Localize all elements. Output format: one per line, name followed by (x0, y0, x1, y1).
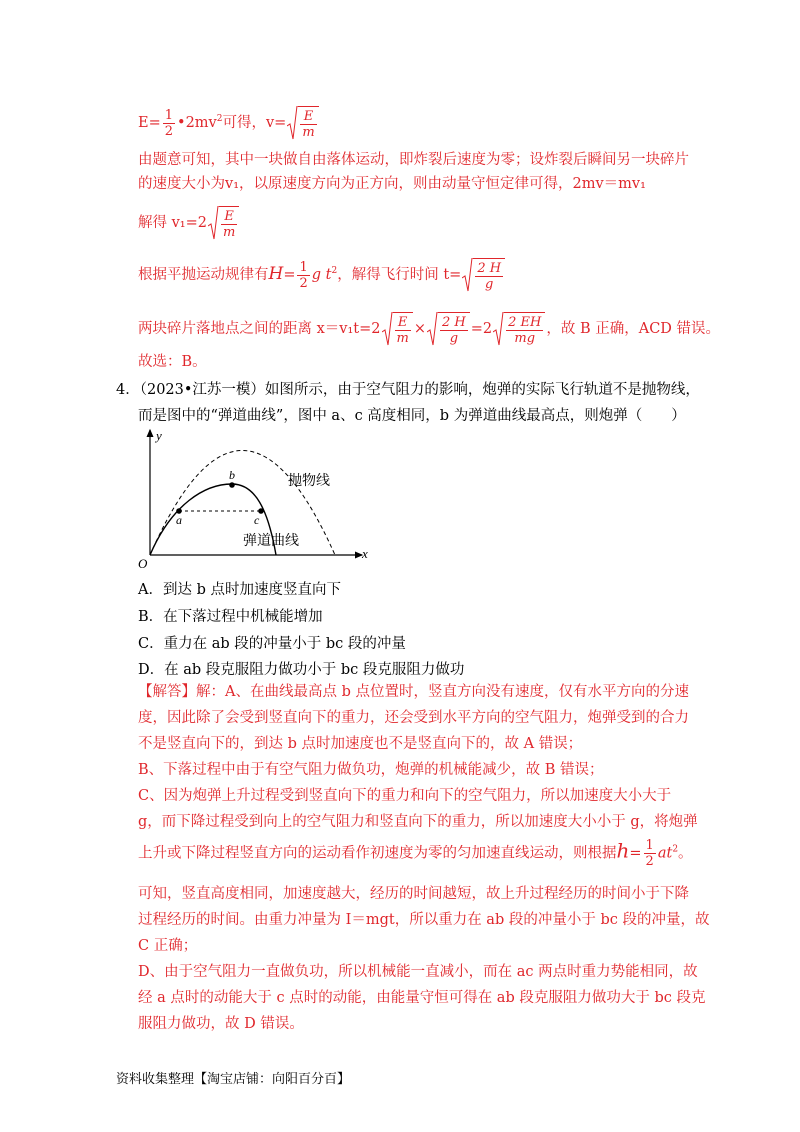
text: 解得 v₁=2 (138, 215, 207, 231)
num: 1 (164, 107, 174, 123)
origin-label: O (138, 556, 148, 571)
answer-line-a1 (138, 682, 689, 702)
solution-line-6 (138, 312, 720, 346)
answer-line-c3: 上升或下降过程竖直方向的运动看作初速度为零的匀加速直线运动，则根据h= $\frac{1}{2}$ $at^2$。 (138, 838, 693, 869)
footer: 资料收集整理【淘宝店铺：向阳百分百】 (116, 1072, 351, 1087)
solution-line-5 (138, 258, 506, 292)
answer-line-b1: B、下落过程中由于有空气阻力做负功，炮弹的机械能减少，故 B 错误； (138, 762, 604, 778)
den: m (302, 125, 315, 140)
trajectory-figure (130, 424, 380, 572)
sqrt (427, 312, 470, 346)
num: 1 (645, 838, 654, 853)
var: t (666, 845, 673, 862)
answer-line-d3: 服阻力做功，故 D 错误。 (138, 1016, 304, 1032)
var: g (311, 267, 322, 283)
sqrt (382, 312, 413, 346)
var: a (657, 845, 667, 862)
text: =2 (470, 321, 493, 337)
label-b: b (229, 468, 235, 482)
den: 2 (164, 123, 174, 139)
eq: = (629, 845, 642, 862)
text: E= (138, 115, 161, 131)
parabola-label: 抛物线 (288, 473, 330, 489)
answer-tag: 【解答】 (138, 684, 196, 700)
text: ，故 B 正确，ACD 错误。 (546, 321, 721, 337)
den: mg (514, 331, 536, 346)
text: 可得，v= (222, 115, 287, 131)
fraction (163, 108, 175, 139)
sqrt (493, 312, 545, 346)
solution-line-3: 的速度大小为v₁，以原速度方向为正方向，则由动量守恒定律可得，2mv＝mv₁ (138, 176, 646, 192)
text: 上升或下降过程竖直方向的运动看作初速度为零的匀加速直线运动，则根据 (138, 845, 617, 862)
den: 2 (299, 275, 308, 291)
var: t (325, 267, 332, 283)
solution-line-4 (138, 206, 240, 240)
solution-line-7: 故选：B。 (138, 354, 207, 370)
fraction (644, 838, 656, 869)
num: 2 H (477, 261, 502, 276)
fraction (297, 260, 309, 291)
eq: = (283, 267, 296, 283)
times: × (413, 321, 426, 337)
answer-line-c5: 过程经历的时间。由重力冲量为 I＝mgt，所以重力在 ab 段的冲量小于 bc 段的冲量，故 (138, 912, 710, 928)
y-label: y (156, 428, 162, 443)
label-c: c (254, 513, 260, 527)
label-a: a (176, 513, 182, 527)
answer-line-a3: 不是竖直向下的，到达 b 点时加速度也不是竖直向下的，故 A 错误； (138, 736, 583, 752)
answer-line-c4: 可知，竖直高度相同，加速度越大，经历的时间越短，故上升过程经历的时间小于下降 (138, 886, 689, 902)
option-d: D．在 ab 段克服阻力做功小于 bc 段克服阻力做功 (138, 662, 465, 678)
option-c: C．重力在 ab 段的冲量小于 bc 段的冲量 (138, 636, 406, 652)
sqrt (462, 258, 505, 292)
den: g (485, 277, 494, 292)
point-b (229, 482, 235, 488)
text: 解：A、在曲线最高点 b 点位置时，竖直方向没有速度，仅有水平方向的分速 (196, 684, 689, 700)
answer-line-c2: g，而下降过程受到向上的空气阻力和竖直向下的重力，所以加速度大小小于 g，将炮弹 (138, 814, 698, 830)
answer-line-a2: 度，因此除了会受到竖直向下的重力，还会受到水平方向的空气阻力，炮弹受到的合力 (138, 710, 689, 726)
num: E (395, 315, 411, 331)
text: •2mv (177, 115, 217, 131)
sup: 2 (216, 114, 223, 125)
answer-line-d2: 经 a 点时的动能大于 c 点时的动能，由能量守恒可得在 ab 段克服阻力做功大于 bc 段克 (138, 990, 706, 1006)
answer-line-c1: C、因为炮弹上升过程受到竖直向下的重力和向下的空气阻力，所以加速度大小大于 (138, 788, 672, 804)
solution-line-2: 由题意可知，其中一块做自由落体运动，即炸裂后速度为零；设炸裂后瞬间另一块碎片 (138, 152, 689, 168)
option-b: B．在下落过程中机械能增加 (138, 609, 323, 625)
text: 根据平抛运动规律有 (138, 267, 269, 283)
sup: 2 (331, 266, 338, 277)
sqrt (208, 206, 239, 240)
sqrt (287, 106, 318, 140)
sup: 2 (672, 844, 679, 855)
den: g (449, 331, 459, 346)
answer-line-d1: D、由于空气阻力一直做负功，所以机械能一直减小，而在 ac 两点时重力势能相同，故 (138, 964, 698, 980)
num: 2 H (441, 315, 466, 330)
num: 1 (299, 259, 308, 275)
num: E (221, 209, 237, 225)
option-a: A．到达 b 点时加速度竖直向下 (138, 582, 341, 598)
text: 两块碎片落地点之间的距离 x＝v₁t=2 (138, 321, 381, 337)
num: 2 EH (508, 315, 542, 330)
answer-line-c6: C 正确； (138, 938, 198, 954)
question-line-1: 4．（2023•江苏一模）如图所示，由于空气阻力的影响，炮弹的实际飞行轨道不是抛物线， (116, 382, 700, 398)
ballistic-label: 弹道曲线 (243, 533, 299, 549)
den: 2 (645, 854, 654, 869)
question-line-2: 而是图中的“弹道曲线”，图中 a、c 高度相同，b 为弹道曲线最高点，则炮弹（ ） (138, 408, 686, 424)
var: h (616, 838, 630, 863)
solution-line-1 (138, 106, 320, 140)
var: H (268, 264, 284, 284)
den: m (223, 225, 236, 240)
den: m (396, 331, 409, 346)
x-label: x (362, 546, 368, 561)
text: ，解得飞行时间 t= (337, 267, 462, 283)
num: E (300, 109, 316, 125)
